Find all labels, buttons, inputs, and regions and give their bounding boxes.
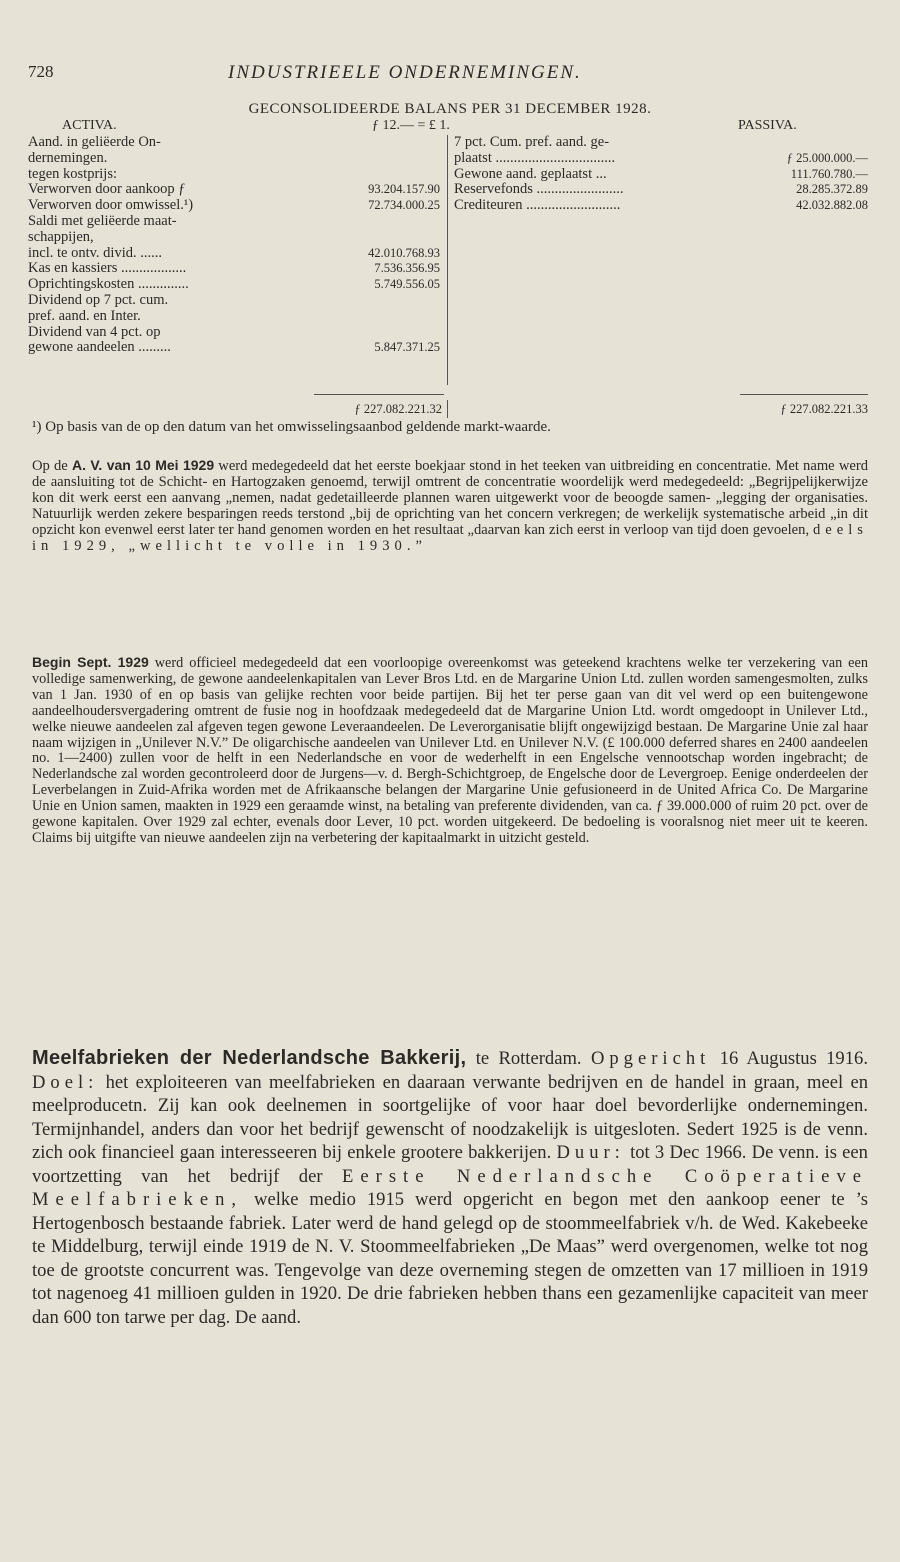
exchange-rate: ƒ 12.— = £ 1. <box>372 118 450 133</box>
total-passiva: ƒ 227.082.221.33 <box>780 402 868 416</box>
activa-row <box>28 135 440 151</box>
activa-item-label: Saldi met geliëerde maat- <box>28 212 177 229</box>
activa-label: ACTIVA. <box>62 118 117 133</box>
passiva-item-amount: 28.285.372.89 <box>796 182 868 197</box>
opgericht-text: 16 Augustus 1916. <box>719 1048 868 1069</box>
activa-row <box>28 182 440 198</box>
activa-item-label: dernemingen. <box>28 149 108 166</box>
company-name: Meelfabrieken der Nederlandsche Bakkerij, <box>32 1047 467 1069</box>
activa-item-label: pref. aand. en Inter. <box>28 307 141 324</box>
passiva-row <box>454 151 868 167</box>
activa-item-label: Kas en kassiers .................. <box>28 260 187 277</box>
passiva-label: PASSIVA. <box>738 118 797 133</box>
company-location: te Rotterdam. <box>475 1048 582 1069</box>
total-activa: ƒ 227.082.221.32 <box>354 402 442 416</box>
balance-title: GECONSOLIDEERDE BALANS PER 31 DECEMBER 1928. <box>248 101 652 117</box>
company-entry <box>32 1047 868 1329</box>
activa-item-amount: 5.847.371.25 <box>374 340 440 355</box>
page-number: 728 <box>28 62 54 81</box>
total-rule-right <box>740 394 868 395</box>
para-body: werd medegedeeld dat het eerste boekjaar stond in het teeken van uitbreiding en concentratie. Met name werd de aansluiting tot de Schicht- en Hartogzaken genoemd, terwijl omtrent de concentratie woordelijk werd medegedeeld: „Begrijpelijkerwijze kon dit werk eerst een aanvang „nemen, nadat gedetailleerde plannen waren uitgewerkt voor de beoogde samen- „legging der organisaties. Natuurlijk werden zekere besparingen reeds terstond „bij de oprichting van het concern verkregen; de werkelijk systematische arbeid „in dit opzicht kon evenwel eerst later ter hand genomen worden en het resultaat „daarvan kan zich eerst in verloop van tijd doen gevoelen, <box>32 458 868 538</box>
passiva-item-amount: ƒ 25.000.000.— <box>786 150 868 165</box>
activa-row <box>28 198 440 214</box>
activa-item-label: incl. te ontv. divid. ...... <box>28 244 162 261</box>
activa-column <box>28 135 440 356</box>
column-divider-lower <box>447 400 448 418</box>
passiva-item-label: 7 pct. Cum. pref. aand. ge- <box>454 134 610 150</box>
activa-item-label: Verworven door aankoop ƒ <box>28 181 186 198</box>
activa-item-label: Dividend van 4 pct. op <box>28 323 161 340</box>
activa-row <box>28 167 440 183</box>
passiva-item-amount: 42.032.882.08 <box>796 198 868 213</box>
column-divider <box>447 135 448 385</box>
opgericht-label: Opgericht <box>590 1048 711 1069</box>
activa-row <box>28 246 440 262</box>
para-body: werd officieel medegedeeld dat een voorloopige overeenkomst was geteekend krachtens welke ter verzekering van een volledige samenwerking, de gewone aandeelenkapitalen van Lever Bros Ltd. en de Margarine Union Ltd. zullen worden samengesmolten, zulks van 1 Jan. 1930 of en op basis van gelijke rechten voor beide partijen. Bij het ter perse gaan van dit vel werd op een buitengewone aandeelhoudersvergadering omtrent de fusie nog in hoofdzaak medegedeeld dat de Margarine Union Ltd. wordt omgedoopt in Unilever Ltd., welke nieuwe aandeelen zal afgeven tegen gewone Leveraandeelen. De Leverorganisatie blijft ongewijzigd bestaan. De Margarine Unie zal haar naam wijzigen in „Unilever N.V.” De oligarchische aandeelen van Unilever Ltd. en Unilever N.V. (£ 100.000 deferred shares en 2400 aandeelen no. 1—2400) zullen voor de helft in een Nederlandsche en voor de wederhelft in een Engelsche vennootschap worden ingebracht; de Nederlandsche zal worden gecontroleerd door de Jurgens—v. d. Bergh-Schichtgroep, de Engelsche door de Levergroep. Eenige onderdeelen der Leverbelangen in Zuid-Afrika worden met de Afrikaansche belangen der Margarine Unie gefusioneerd in de United Africa Co. De Margarine Unie en Union samen, maakten in 1929 een geraamde winst, na betaling van preferente dividenden, van ca. ƒ 39.000.000 of ruim 20 pct. over de gewone kapitalen. Over 1929 zal echter, evenals door Lever, 10 pct. worden uitgekeerd. De bedoeling is vooralsnog niet meer uit te keeren. Claims bij uitgifte van nieuwe aandeelen zijn na verbetering der kapitaalmarkt in uitzicht gesteld. <box>32 655 869 846</box>
paragraph-av-meeting <box>32 457 868 554</box>
total-rule-left <box>314 394 444 395</box>
activa-item-label: gewone aandeelen ......... <box>28 339 171 356</box>
footnote: ¹) Op basis van de op den datum van het omwisselingsaanbod geldende markt-waarde. <box>32 419 551 435</box>
activa-row <box>28 214 440 230</box>
activa-row <box>28 151 440 167</box>
company-history: welke medio 1915 werd opgericht en begon met den aankoop eener te ’s Hertogenbosch bestaande fabriek. Later werd de hand gelegd op de stoommeelfabriek v/h. de Wed. Kakebeeke te Middelburg, terwijl einde 1919 de N. V. Stoommeelfabrieken „De Maas” werd overgenomen, welke tot nog toe de grootste concurrent was. Tengevolge van deze overneming stegen de omzetten van 17 millioen in 1919 tot nagenoeg 41 millioen gulden in 1920. De drie fabrieken hebben thans een gezamenlijke capaciteit van meer dan 600 ton tarwe per dag. De aand. <box>32 1189 868 1328</box>
passiva-column <box>454 135 868 214</box>
activa-row <box>28 309 440 325</box>
doel-text: het exploiteeren van meelfabrieken en daaraan verwante bedrijven en de handel in graan, meel en meelproducetn. Zij kan ook deelnemen in soortgelijke of voor haar doel bevorderlijke ondernemingen. Termijnhandel, anders dan voor het bedrijf gewenscht of noodzakelijk is uitgesloten. Sedert 1925 is de venn. zich ook financieel gaan interesseeren bij enkele grootere bakkerijen. <box>32 1071 868 1163</box>
passiva-item-label: Reservefonds ........................ <box>454 181 624 198</box>
activa-item-label: schappijen, <box>28 228 94 245</box>
duur-label: Duur: <box>556 1142 625 1163</box>
doel-label: Doel: <box>32 1071 99 1093</box>
activa-row <box>28 293 440 309</box>
activa-row <box>28 230 440 246</box>
announcement-date: Begin Sept. 1929 <box>32 654 149 670</box>
coop-name: Eerste Nederlandsche Coöperatieve Meelfabrieken, <box>32 1165 868 1210</box>
activa-item-amount: 93.204.157.90 <box>368 182 440 197</box>
activa-row <box>28 325 440 341</box>
running-title: INDUSTRIEELE ONDERNEMINGEN. <box>228 62 582 83</box>
activa-row <box>28 340 440 356</box>
para-intro: Op de <box>32 458 68 474</box>
para-spaced-ending: deels in 1929, „wellicht te volle in 1930.” <box>32 522 868 554</box>
passiva-row <box>454 167 868 183</box>
activa-row <box>28 261 440 277</box>
passiva-row <box>454 182 868 198</box>
activa-row <box>28 277 440 293</box>
passiva-item-label: plaatst ................................. <box>454 149 616 166</box>
passiva-row <box>454 135 868 151</box>
meeting-date: A. V. van 10 Mei 1929 <box>71 457 215 473</box>
activa-item-label: Oprichtingskosten .............. <box>28 276 189 293</box>
activa-item-amount: 5.749.556.05 <box>374 277 440 292</box>
passiva-item-amount: 111.760.780.— <box>790 166 868 181</box>
activa-item-label: Aand. in geliëerde On- <box>28 134 161 150</box>
duur-text: tot 3 Dec 1966. De venn. is een voortzetting van het bedrijf der <box>32 1142 868 1187</box>
activa-item-amount: 72.734.000.25 <box>368 198 440 213</box>
activa-item-label: Dividend op 7 pct. cum. <box>28 291 169 308</box>
passiva-item-label: Gewone aand. geplaatst ... <box>454 165 607 182</box>
activa-item-amount: 7.536.356.95 <box>374 261 440 276</box>
page-header <box>28 62 872 86</box>
activa-item-amount: 42.010.768.93 <box>368 245 440 260</box>
activa-item-label: Verworven door omwissel.¹) <box>28 197 194 214</box>
paragraph-sept-announcement <box>32 655 868 847</box>
activa-item-label: tegen kostprijs: <box>28 165 118 182</box>
passiva-item-label: Crediteuren .......................... <box>454 197 621 214</box>
passiva-row <box>454 198 868 214</box>
